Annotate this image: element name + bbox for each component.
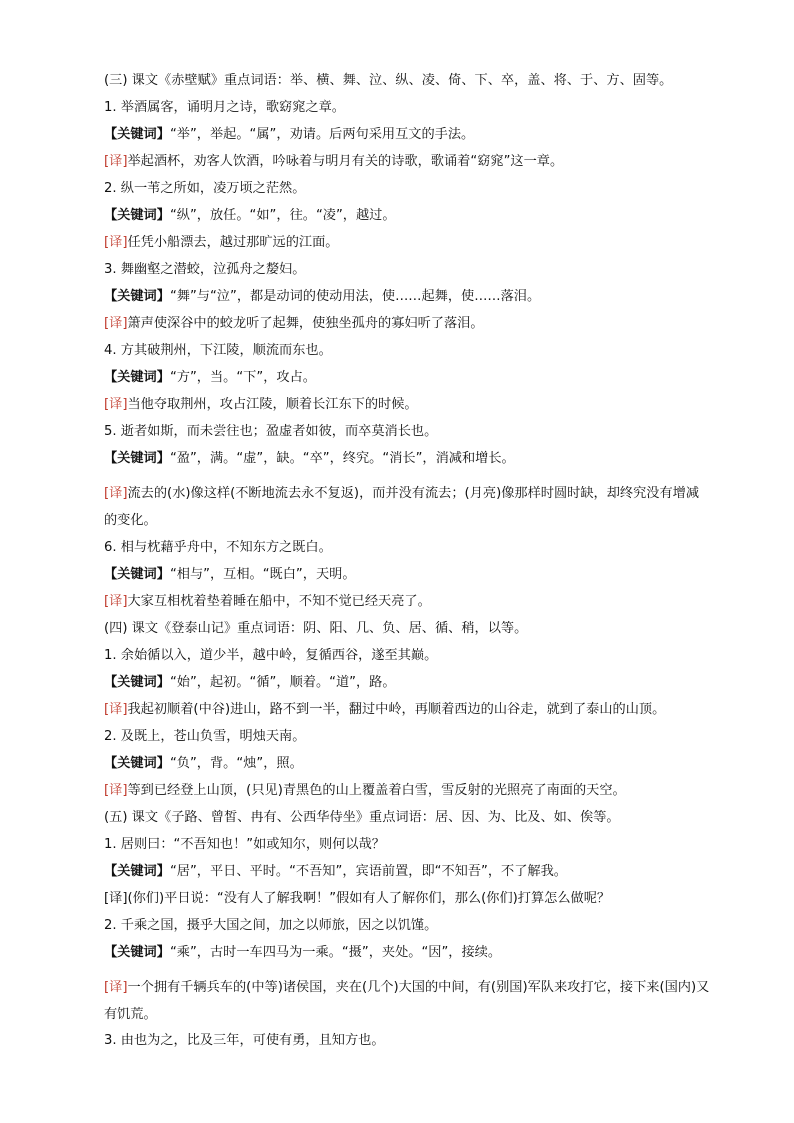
translation: [译]流去的(水)像这样(不断地流去永不复返)，而并没有流去；(月亮)像那样时圆时缺，却终究没有增减的变化。 [104,486,700,528]
translation: [译]任凭小船漂去，越过那旷远的江面。 [104,235,339,250]
translation: [译]当他夺取荆州，攻占江陵，顺着长江东下的时候。 [104,397,418,412]
section-heading: (四) 课文《登泰山记》重点词语：阴、阳、几、负、居、循、稍，以等。 [104,621,528,636]
sentence: 3. 舞幽壑之潜蛟，泣孤舟之嫠妇。 [104,262,306,277]
keyword-note: 【关键词】“方”，当。“下”，攻占。 [104,370,316,385]
sentence: 2. 及既上，苍山负雪，明烛天南。 [104,729,306,744]
section-heading: (三) 课文《赤壁赋》重点词语：举、横、舞、泣、纵、凌、倚、下、卒，盖、将、于、方、固等。 [104,73,673,88]
keyword-note: 【关键词】“盈”，满。“虚”，缺。“卒”，终究。“消长”，消减和增长。 [104,451,515,466]
sentence: 1. 余始循以入，道少半，越中岭，复循西谷，遂至其巅。 [104,648,438,663]
keyword-note: 【关键词】“举”，举起。“属”，劝请。后两句采用互文的手法。 [104,127,475,142]
sentence: 3. 由也为之，比及三年，可使有勇，且知方也。 [104,1033,385,1048]
sentence: 6. 相与枕藉乎舟中，不知东方之既白。 [104,540,332,555]
sentence: 4. 方其破荆州，下江陵，顺流而东也。 [104,343,332,358]
translation: [译]我起初顺着(中谷)进山，路不到一半，翻过中岭，再顺着西边的山谷走，就到了泰山的山顶。 [104,702,666,717]
translation: [译](你们)平日说：“没有人了解我啊！”假如有人了解你们，那么(你们)打算怎么做呢？ [104,891,611,906]
keyword-note: 【关键词】“负”，背。“烛”，照。 [104,756,303,771]
keyword-note: 【关键词】“始”，起初。“循”，顺着。“道”，路。 [104,675,396,690]
translation: [译]举起酒杯，劝客人饮酒，吟咏着与明月有关的诗歌，歌诵着“窈窕”这一章。 [104,154,564,169]
sentence: 2. 千乘之国，摄乎大国之间，加之以师旅，因之以饥馑。 [104,918,438,933]
sentence: 1. 举酒属客，诵明月之诗，歌窈窕之章。 [104,100,345,115]
translation: [译]大家互相枕着垫着睡在船中，不知不觉已经天亮了。 [104,594,431,609]
keyword-note: 【关键词】“纵”，放任。“如”，往。“凌”，越过。 [104,208,396,223]
section-heading: (五) 课文《子路、曾皙、冉有、公西华侍坐》重点词语：居、因、为、比及、如、俟等。 [104,810,620,825]
keyword-note: 【关键词】“乘”，古时一车四马为一乘。“摄”，夹处。“因”，接续。 [104,945,502,960]
keyword-note: 【关键词】“舞”与“泣”，都是动词的使动用法，使……起舞，使……落泪。 [104,289,541,304]
sentence: 5. 逝者如斯，而未尝往也；盈虚者如彼，而卒莫消长也。 [104,424,438,439]
translation: [译]一个拥有千辆兵车的(中等)诸侯国，夹在(几个)大国的中间，有(别国)军队来攻打它，接下来(国内)又有饥荒。 [104,980,710,1022]
sentence: 2. 纵一苇之所如，凌万顷之茫然。 [104,181,306,196]
sentence: 1. 居则曰：“不吾知也！”如或知尔，则何以哉？ [104,837,385,852]
translation: [译]箫声使深谷中的蛟龙听了起舞，使独坐孤舟的寡妇听了落泪。 [104,316,484,331]
keyword-note: 【关键词】“相与”，互相。“既白”，天明。 [104,567,356,582]
keyword-note: 【关键词】“居”，平日、平时。“不吾知”，宾语前置，即“不知吾”，不了解我。 [104,864,567,879]
translation: [译]等到已经登上山顶，(只见)青黑色的山上覆盖着白雪，雪反射的光照亮了南面的天空。 [104,783,626,798]
